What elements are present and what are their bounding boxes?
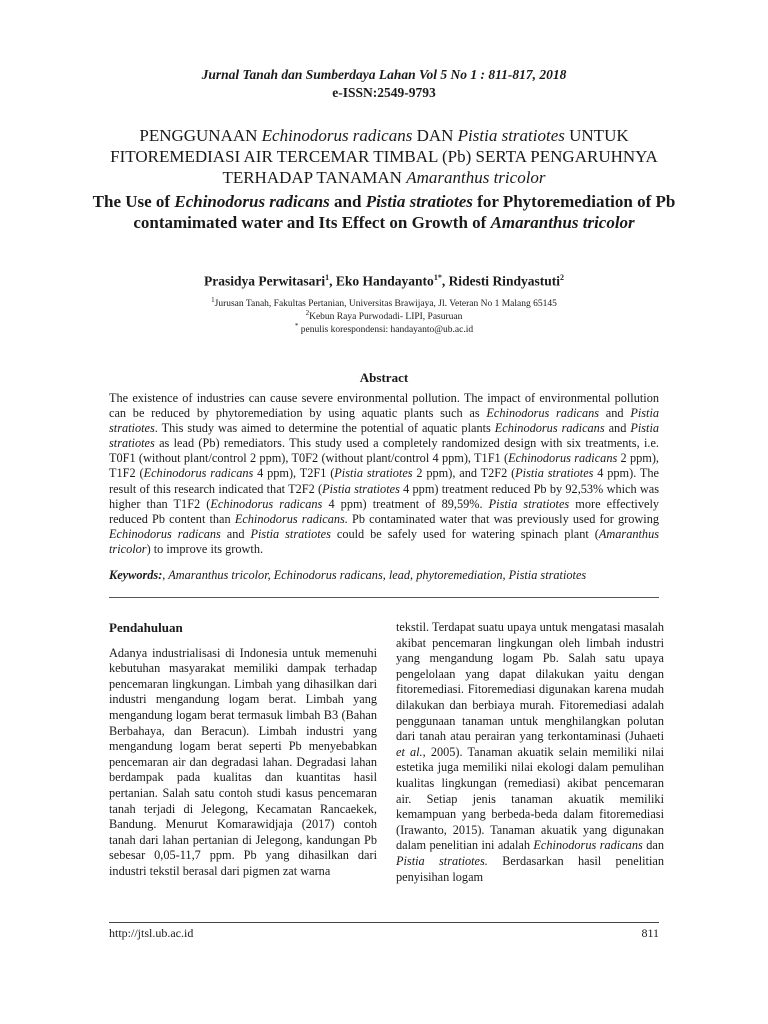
intro-species: Echinodorus radicans xyxy=(533,838,643,853)
abstract-text: 2 ppm), T1F2 ( xyxy=(109,451,659,481)
title-id-text: PENGGUNAAN xyxy=(139,126,262,145)
author-affil-mark: 2 xyxy=(559,273,564,282)
title-indonesian xyxy=(90,125,678,188)
abstract-species: Echinodorus radicans xyxy=(494,421,605,436)
author-affil-mark: 1* xyxy=(433,273,442,282)
abstract-species: Echinodorus radicans xyxy=(143,466,254,481)
affil-text: penulis korespondensi: handayanto@ub.ac.id xyxy=(298,325,474,336)
author-name: , Ridesti Rindyastuti xyxy=(441,273,560,289)
title-id-species: Echinodorus radicans xyxy=(261,126,413,145)
title-en-species: Echinodorus radicans xyxy=(174,192,330,211)
abstract-text: more effectively reduced Pb content than xyxy=(109,496,660,526)
abstract-text: as lead (Pb) remediators. This study used a completely randomized design with six treatments, i.e. T0F1 (without plant/control 2 ppm), T0F2 (without plant/control 4 ppm), T1F1 ( xyxy=(109,436,659,466)
abstract-species: Pistia stratiotes xyxy=(322,481,400,496)
journal-header xyxy=(0,66,768,102)
abstract-species: Echinodorus radicans xyxy=(210,496,323,511)
author-list xyxy=(0,273,768,290)
title-english xyxy=(90,191,678,233)
abstract-heading: Abstract xyxy=(359,370,409,385)
abstract-species: Pistia stratiotes xyxy=(488,496,570,511)
abstract-text: . This study was aimed to determine the potential of aquatic plants xyxy=(154,421,495,436)
journal-citation: Jurnal Tanah dan Sumberdaya Lahan Vol 5 No 1 : 811-817, 2018 xyxy=(201,67,567,82)
abstract-species: Echinodorus radicans xyxy=(486,406,600,421)
abstract-species: Pistia stratiotes xyxy=(250,526,331,541)
author-affil-mark: 1 xyxy=(325,273,330,282)
affil-text: Jurusan Tanah, Fakultas Pertanian, Universitas Brawijaya, Jl. Veteran No 1 Malang 65145 xyxy=(214,299,557,310)
abstract-species: Echinodorus radicans. xyxy=(234,511,348,526)
author-name: , Eko Handayanto xyxy=(329,273,434,289)
abstract-text: 4 ppm) treatment reduced Pb by 92,53% which was higher than T1F2 ( xyxy=(109,481,659,511)
title-id-species: Amaranthus tricolor xyxy=(406,168,546,187)
abstract-text: and xyxy=(604,421,631,436)
abstract-text: and xyxy=(220,526,251,541)
intro-text: Berdasarkan hasil penelitian penyisihan logam xyxy=(396,853,665,884)
intro-text: , 2005). Tanaman akuatik selain memiliki nilai estetika juga memiliki nilai ekologi dalam pemulihan kualitas lingkungan (remediasi) akibat pencemaran air. Setiap jenis tanaman akuatik memiliki kemampuan yang berbeda-beda dalam fitoremediasi (Irawanto, 2015). Tanaman akuatik yang digunakan dalam penelitian ini adalah xyxy=(396,744,664,853)
abstract-text: 2 ppm), and T2F2 ( xyxy=(412,466,516,481)
abstract-species: Pistia stratiotes xyxy=(109,421,660,451)
title-en-species: Pistia stratiotes xyxy=(365,192,473,211)
intro-paragraph-right xyxy=(396,620,664,885)
affil-mark: 1 xyxy=(211,296,215,304)
abstract-species: Echinodorus radicans xyxy=(109,526,221,541)
column-left xyxy=(109,620,377,880)
abstract-text: Pb contaminated water that was previously used for growing xyxy=(347,511,659,526)
section-heading-introduction: Pendahuluan xyxy=(109,620,183,635)
abstract-text: The existence of industries can cause severe environmental pollution. The impact of environmental pollution can be reduced by phytoremediation by using aquatic plants such as xyxy=(109,391,659,421)
intro-italic: et al. xyxy=(396,744,423,759)
abstract-text: ) to improve its growth. xyxy=(146,541,264,556)
corresponding-author xyxy=(0,320,768,336)
section-divider xyxy=(109,597,659,598)
abstract-text: 4 ppm). The result of this research indicated that T2F2 ( xyxy=(109,466,660,496)
title-id-text: DAN xyxy=(412,126,458,145)
author-name: Prasidya Perwitasari xyxy=(204,273,326,289)
abstract-species: Echinodorus radicans xyxy=(508,451,618,466)
title-en-text: The Use of xyxy=(92,192,175,211)
abstract-species: Pistia stratiotes xyxy=(109,406,660,436)
intro-text: tekstil. Terdapat suatu upaya untuk mengatasi masalah akibat pencemaran lingkungan oleh limbah industri yang mengandung logam Pb. Salah satu upaya pengelolaan yang dapat dilakukan yaitu dengan fitoremediasi. Fitoremediasi digunakan karena mudah dilakukan dan berbiaya murah. Fitoremediasi adalah penggunaan tanaman untuk menghilangkan polutan dari tanah atau perairan yang terkontaminasi (Juhaeti xyxy=(396,620,664,744)
page-number: 811 xyxy=(641,926,659,940)
title-id-species: Pistia stratiotes xyxy=(457,126,565,145)
affil-text: Kebun Raya Purwodadi- LIPI, Pasuruan xyxy=(309,312,463,323)
affil-mark: * xyxy=(294,322,299,330)
keywords-label: Keywords: xyxy=(109,568,163,582)
footer-divider xyxy=(109,922,659,923)
intro-paragraph-left: Adanya industrialisasi di Indonesia untuk memenuhi kebutuhan masyarakat memiliki dampak terhadap pencemaran lingkungan. Limbah yang dihasilkan dari industri mengandung logam berat. Limbah yang mengandung logam berat termasuk limbah B3 (Bahan Berbahaya, dan Beracun). Limbah industri yang mengandung logam berat seperti Pb menyebabkan pencemaran air dan degradasi lahan. Degradasi lahan berdampak pada kualitas dan kuantitas hasil pertanian. Salah satu contoh studi kasus pencemaran tanah terjadi di Jelegong, Kecamatan Rancaekek, Bandung. Menurut Komarawidjaja (2017) contoh tanah dari lahan pertanian di Jelegong, kandungan Pb sebesar 0,05-11,7 ppm. Pb yang dihasilkan dari industri tekstil berasal dari pigmen zat warna xyxy=(109,645,377,878)
journal-issn: e-ISSN:2549-9793 xyxy=(332,85,436,100)
abstract-species: Pistia stratiotes xyxy=(334,466,413,481)
abstract-text: 4 ppm), T2F1 ( xyxy=(253,466,335,481)
abstract-body xyxy=(109,391,659,557)
affil-mark: 2 xyxy=(305,309,310,317)
footer-url-link[interactable]: http://jtsl.ub.ac.id xyxy=(109,926,194,940)
keywords-text: , Amaranthus tricolor, Echinodorus radicans, lead, phytoremediation, Pistia stratiotes xyxy=(162,568,587,582)
abstract-text: could be safely used for watering spinach plant ( xyxy=(330,526,599,541)
abstract-text: and xyxy=(599,406,631,421)
title-en-species: Amaranthus tricolor xyxy=(490,213,635,232)
title-en-text: for Phytoremediation of Pb contamimated water and Its Effect on Growth of xyxy=(133,192,676,232)
intro-species: Pistia stratiotes. xyxy=(396,853,488,868)
intro-text: dan xyxy=(642,838,664,853)
title-en-text: and xyxy=(329,192,366,211)
abstract-species: Amaranthus tricolor xyxy=(109,526,660,556)
abstract-species: Pistia stratiotes xyxy=(515,466,594,481)
column-right xyxy=(396,620,664,885)
keywords xyxy=(109,568,659,583)
title-id-text: UNTUK FITOREMEDIASI AIR TERCEMAR TIMBAL (Pb) SERTA PENGARUHNYA TERHADAP TANAMAN xyxy=(110,126,658,187)
abstract-text: 4 ppm) treatment of 89,59%. xyxy=(322,496,489,511)
